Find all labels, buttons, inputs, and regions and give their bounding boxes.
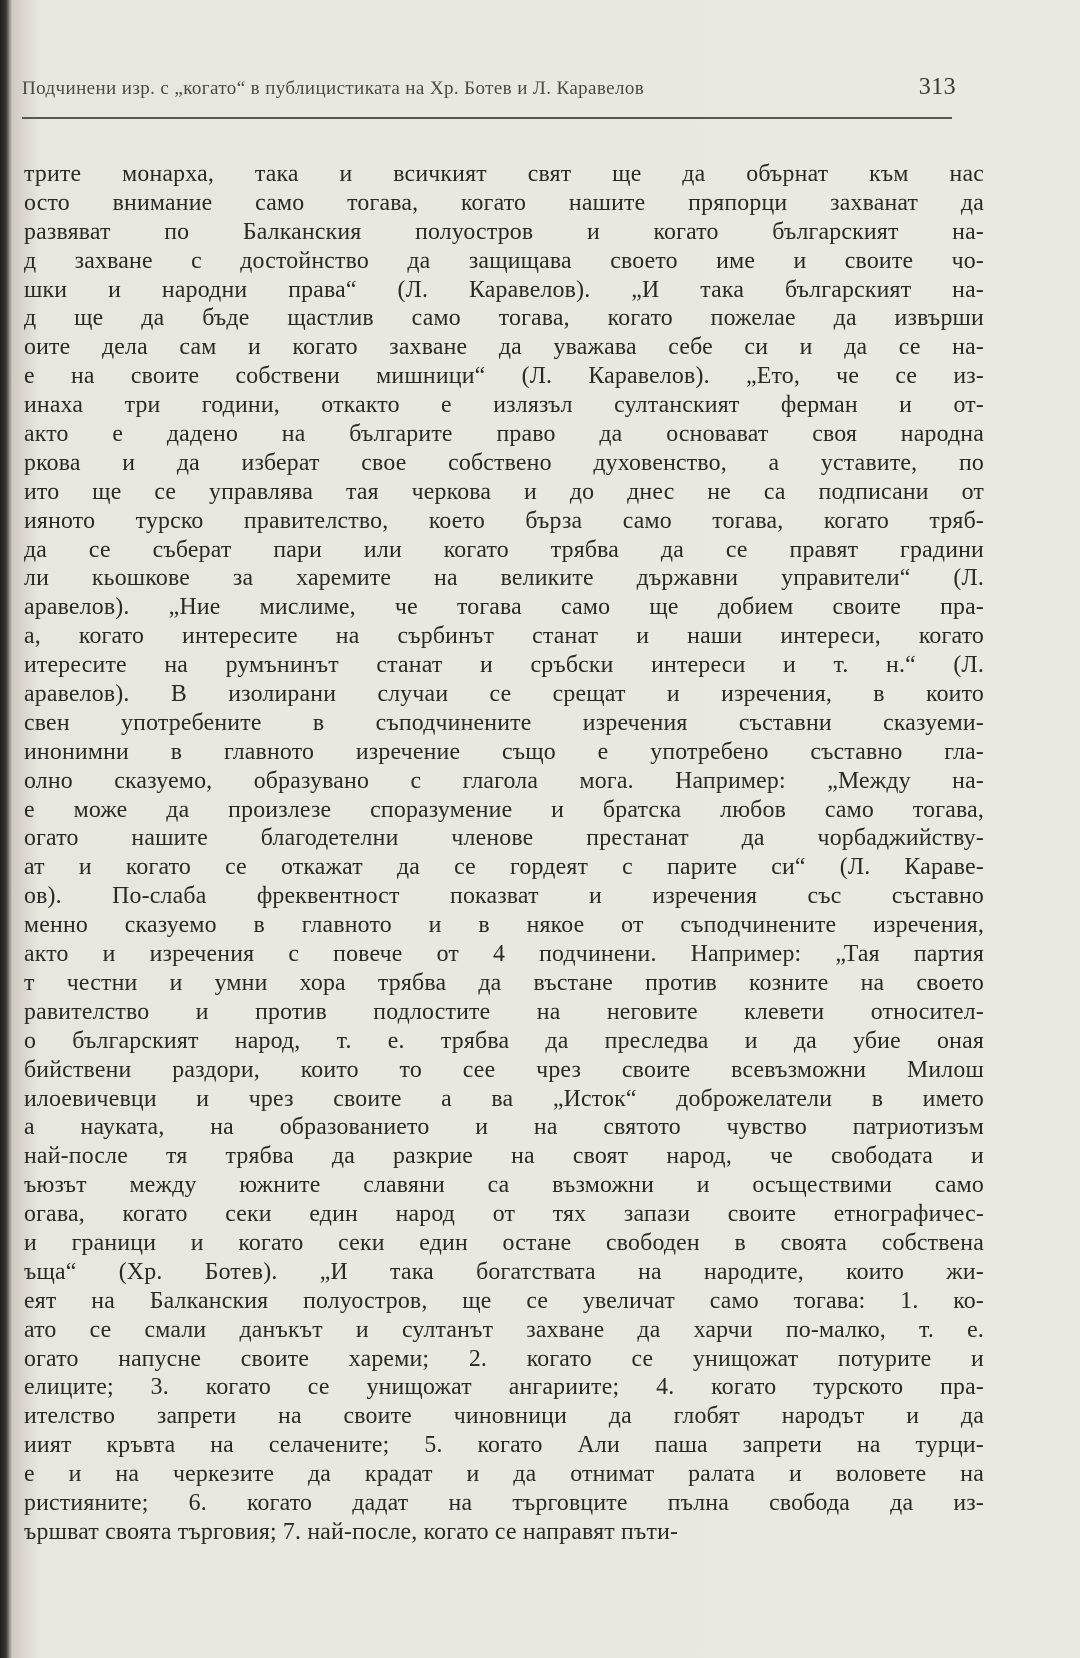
text-line: ияното турско правителство, което бърза само тогава, когато тряб- <box>24 507 984 534</box>
text-line: иият кръвта на селачените; 5. когато Али паша запрети на турци- <box>24 1432 984 1459</box>
text-line: трите монарха, така и всичкият свят ще да обърнат към нас <box>24 161 984 187</box>
text-line: ат и когато се откажат да се гордеят с парите си“ (Л. Караве- <box>24 854 984 881</box>
text-line: инонимни в главното изречение също е употребено съставно гла- <box>24 738 984 765</box>
text-line: бийствени раздори, които то сее чрез своите всевъзможни Милош <box>24 1056 984 1083</box>
text-line: ъюзът между южните славяни са възможни и осъществими само <box>24 1172 984 1199</box>
text-line: олно сказуемо, образувано с глагола мога. Например: „Между на- <box>24 767 984 794</box>
text-line: а, когато интересите на сърбинът станат и наши интереси, когато <box>24 623 984 650</box>
text-line: равителство и против подлостите на неговите клевети относител- <box>24 998 984 1025</box>
text-line: аравелов). „Ние мислиме, че тогава само ще добием своите пра- <box>24 594 984 621</box>
text-line: акто и изречения с повече от 4 подчинени. Например: „Тая партия <box>24 941 984 968</box>
text-line: огава, когато секи един народ от тях запази своите етнографичес- <box>24 1201 984 1228</box>
page-number: 313 <box>918 74 956 100</box>
text-line: д захване с достойнство да защищава своето име и своите чо- <box>24 247 984 274</box>
text-line: ристияните; 6. когато дадат на търговците пълна свобода да из- <box>24 1489 984 1516</box>
text-line: инаха три години, откакто е излязъл султанският ферман и от- <box>24 392 984 419</box>
text-line: ито ще се управлява тая черкова и до днес не са подписани от <box>24 478 984 505</box>
text-line: акто е дадено на българите право да основават своя народна <box>24 421 984 448</box>
text-line: аравелов). В изолирани случаи се срещат и изречения, в които <box>24 681 984 708</box>
text-line: огато напусне своите хареми; 2. когато се унищожат потурите и <box>24 1345 984 1372</box>
body-text <box>24 160 984 1547</box>
text-line: д ще да бъде щастлив само тогава, когато пожелае да извърши <box>24 305 984 332</box>
text-line: огато нашите благодетелни членове престанат да чорбаджийству- <box>24 825 984 852</box>
running-header <box>22 74 956 100</box>
text-line: ли кьошкове за харемите на великите държавни управители“ (Л. <box>24 565 984 592</box>
text-line: да се съберат пари или когато трябва да се правят градини <box>24 536 984 563</box>
text-line: ов). По-слаба фреквентност показват и изречения със съставно <box>24 883 984 910</box>
text-line: шки и народни права“ (Л. Каравелов). „И така българският на- <box>24 276 984 303</box>
text-line: ато се смали данъкът и султанът захване да харчи по-малко, т. е. <box>24 1316 984 1343</box>
text-line: свен употребените в съподчинените изречения съставни сказуеми- <box>24 709 984 736</box>
text-line: осто внимание само тогава, когато нашите пряпорци захванат да <box>24 189 984 216</box>
text-line: ършват своята търговия; 7. най-после, когато се направят пъти- <box>24 1518 679 1545</box>
text-line: елиците; 3. когато се унищожат ангариите; 4. когато турското пра- <box>24 1374 984 1401</box>
text-line: итересите на румънинът станат и сръбски интереси и т. н.“ (Л. <box>24 652 984 679</box>
text-line: най-после тя трябва да разкрие на своят народ, че свободата и <box>24 1143 984 1170</box>
running-title: Подчинени изр. с „когато“ в публицистиката на Хр. Ботев и Л. Каравелов <box>22 78 645 99</box>
text-line: е на своите собствени мишници“ (Л. Каравелов). „Ето, че се из- <box>24 363 984 390</box>
text-line: ркова и да изберат свое собствено духовенство, а уставите, по <box>24 449 984 476</box>
text-line: оите дела сам и когато захване да уважава себе си и да се на- <box>24 334 984 361</box>
text-line: а науката, на образованието и на святото чувство патриотизъм <box>24 1114 984 1141</box>
text-line: е и на черкезите да крадат и да отнимат ралата и воловете на <box>24 1461 984 1488</box>
text-line: ителство запрети на своите чиновници да глобят народът и да <box>24 1403 984 1430</box>
text-line: о българският народ, т. е. трябва да преследва и да убие оная <box>24 1027 984 1054</box>
text-line: менно сказуемо в главното и в някое от съподчинените изречения, <box>24 912 984 939</box>
text-line: илоевичевци и чрез своите а ва „Исток“ доброжелатели в името <box>24 1085 984 1112</box>
text-line: развяват по Балканския полуостров и когато българският на- <box>24 218 984 245</box>
text-line: ъща“ (Хр. Ботев). „И така богатствата на народите, които жи- <box>24 1258 984 1285</box>
text-line: еят на Балканския полуостров, ще се увеличат само тогава: 1. ко- <box>24 1287 984 1314</box>
text-line: и граници и когато секи един остане свободен в своята собствена <box>24 1229 984 1256</box>
header-rule <box>22 117 952 119</box>
text-line: е може да произлезе споразумение и братска любов само тогава, <box>24 796 984 823</box>
text-line: т честни и умни хора трябва да въстане против козните на своето <box>24 969 984 996</box>
